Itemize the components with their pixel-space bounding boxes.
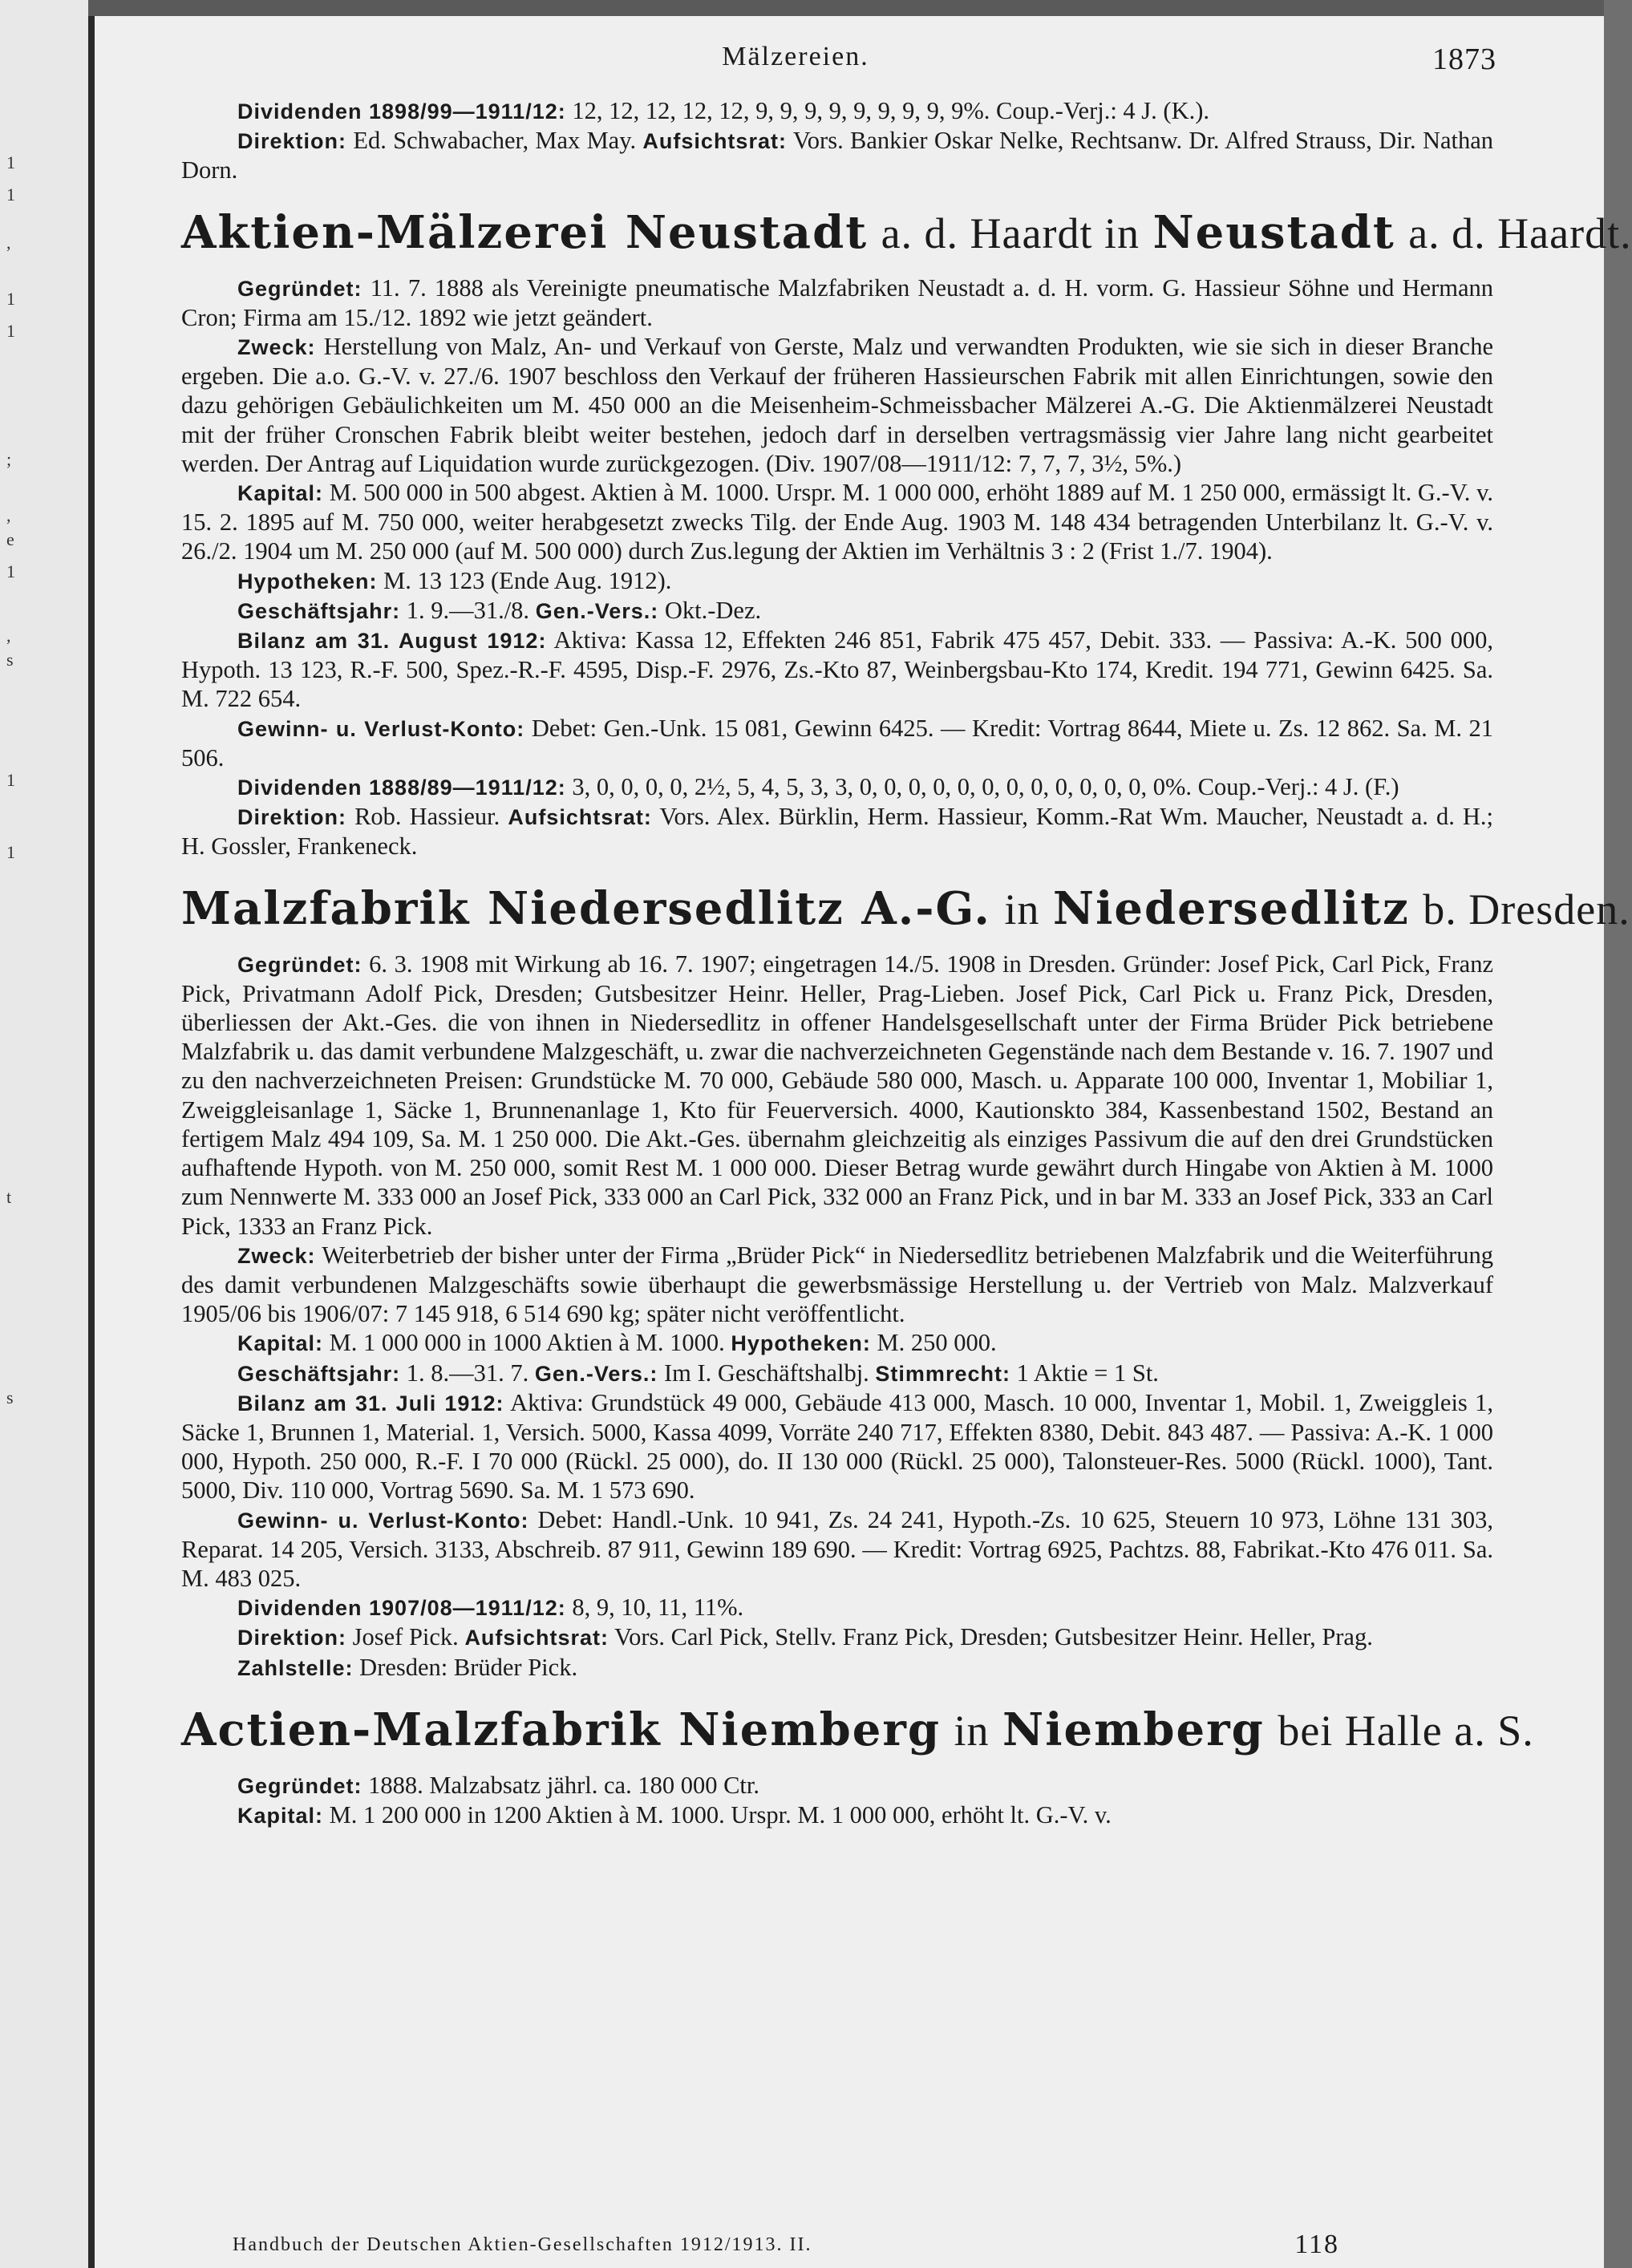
margin-char: , [6,505,11,525]
field-label: Dividenden 1888/89—1911/12: [237,776,566,800]
intro-dividends [181,96,1493,126]
field-label: Zweck: [237,335,316,360]
field-text: 12, 12, 12, 12, 12, 9, 9, 9, 9, 9, 9, 9, 9, 9%. Coup.-Verj.: 4 J. (K.). [572,97,1210,124]
company-heading [181,203,1632,262]
field-label: Geschäftsjahr: [237,598,401,623]
entry-field [181,1328,1493,1358]
field-text: Dresden: Brüder Pick. [359,1653,578,1681]
field-label: Kapital: [237,1803,324,1828]
field-text: Debet: Gen.-Unk. 15 081, Gewinn 6425. — Kredit: Vortrag 8644, Miete u. Zs. 12 862. Sa. M. 21 506. [181,714,1493,772]
company-location: a. d. Haardt in [881,209,1140,257]
margin-char: 1 [6,184,15,205]
entry-field [181,596,1493,626]
company-city: Niedersedlitz [1052,881,1410,935]
company-region: b. Dresden. [1423,885,1630,934]
margin-char: ; [6,449,12,469]
field-text: M. 250 000. [877,1329,997,1357]
field-label: Stimmrecht: [875,1361,1010,1386]
field-text: 3, 0, 0, 0, 0, 2½, 5, 4, 5, 3, 3, 0, 0, 0, 0, 0, 0, 0, 0, 0, 0, 0, 0, 0%. Coup.-Verj.: 4 J. (F.) [572,773,1399,801]
field-label: Gegründet: [237,276,362,301]
field-text: 1 Aktie = 1 St. [1016,1359,1159,1387]
margin-char: 1 [6,770,15,790]
field-label: Gegründet: [237,952,362,977]
field-text: M. 500 000 in 500 abgest. Aktien à M. 1000. Urspr. M. 1 000 000, erhöht 1889 auf M. 1 250 000, ermässigt lt. G.-V. v. 15. 2. 1895 auf M. 750 000, weiter herabgesetzt zwecks Tilg. der Ende Aug. 1903 M. 148 434 betragenden Unterbilanz lt. G.-V. v. 26./2. 1904 um M. 250 000 (auf M. 500 000) durch Zus.legung der Aktien im Verhältnis 3 : 2 (Frist 1./7. 1904). [181,479,1494,565]
margin-char: , [6,626,11,646]
field-label: Aufsichtsrat: [508,805,652,830]
company-name: Actien-Malzfabrik Niemberg [181,1703,942,1756]
margin-char: , [6,233,11,253]
margin-char: 1 [6,321,15,341]
entry-field [181,950,1493,1241]
company-city: Neustadt [1152,205,1395,259]
field-label: Direktion: [237,129,347,154]
field-text: Aktiva: Kassa 12, Effekten 246 851, Fabrik 475 457, Debit. 333. — Passiva: A.-K. 500 000, Hypoth. 13 123, R.-F. 500, Spez.-R.-F. 4595, Disp.-F. 2976, Zs.-Kto 87, Weinbergsbau-Kto 174, Kredit. 194 771, Gewinn 6425. Sa. M. 722 654. [181,626,1493,713]
entry-field [181,1800,1493,1830]
field-text: Ed. Schwabacher, Max May. [353,127,637,155]
company-name: Malzfabrik Niedersedlitz A.-G. [181,881,991,935]
intro-direktion [181,126,1493,184]
field-label: Aufsichtsrat: [464,1626,609,1650]
entry-field [181,1622,1493,1652]
field-text: Vors. Carl Pick, Stellv. Franz Pick, Dresden; Gutsbesitzer Heinr. Heller, Prag. [614,1623,1373,1651]
field-label: Gewinn- u. Verlust-Konto: [237,1508,529,1533]
margin-char: 1 [6,842,15,862]
entry-field [181,273,1493,332]
field-text: Herstellung von Malz, An- und Verkauf von Gerste, Malz und verwandten Produkten, wie sie sich in dieser Branche ergeben. Die a.o. G.-V. v. 27./6. 1907 beschloss den Verkauf der früheren Hassieurschen Fabrik mit allen Einrichtungen, sowie den dazu gehörigen Gebäulichkeiten um M. 450 000 an die Meisenheim-Schmeissbacher Mälzerei A.-G. Die Aktienmälzerei Neustadt mit der früher Cronschen Fabrik bleibt weiter bestehen, jedoch darf in derselben vertragsmässig vier Jahre lang nicht gearbeitet werden. Der Antrag auf Liquidation wurde zurückgezogen. (Div. 1907/08—1911/12: 7, 7, 7, 3½, 5%.) [181,333,1494,477]
margin-char: 1 [6,152,15,172]
field-text: Aktiva: Grundstück 49 000, Gebäude 413 000, Masch. 10 000, Inventar 1, Mobil. 1, Zweiggleis 1, Säcke 1, Brunnen 1, Material. 1, Versich. 5000, Kassa 4099, Vorräte 240 717, Effekten 8380, Debit. 843 487. — Passiva: A.-K. 1 000 000, Hypoth. 250 000, R.-F. I 70 000 (Rückl. 25 000), do. II 130 000 (Rückl. 25 000), Talonsteuer-Res. 5000 (Rückl. 1000), Tant. 5000, Div. 110 000, Vortrag 5690. Sa. M. 1 573 690. [181,1388,1494,1505]
field-text: Debet: Handl.-Unk. 10 941, Zs. 24 241, Hypoth.-Zs. 10 625, Steuern 10 973, Löhne 131 303, Reparat. 14 205, Versich. 3133, Abschreib. 87 911, Gewinn 189 690. — Kredit: Vortrag 6925, Pachtzs. 88, Fabrikat.-Kto 476 011. Sa. M. 483 025. [181,1505,1494,1592]
entry-field [181,1653,1493,1683]
company-location: in [954,1706,990,1755]
entry-field [181,478,1493,566]
scan-top-edge [88,0,1604,16]
field-text: 8, 9, 10, 11, 11%. [572,1594,744,1622]
field-label: Hypotheken: [237,569,378,593]
field-label: Geschäftsjahr: [237,1361,401,1386]
field-text: Rob. Hassieur. [354,803,500,831]
adjacent-page-strip [0,0,95,2268]
field-label: Gen.-Vers.: [535,598,659,623]
margin-char: 1 [6,289,15,309]
field-text: 11. 7. 1888 als Vereinigte pneumatische Malzfabriken Neustadt a. d. H. vorm. G. Hassieur Söhne und Hermann Cron; Firma am 15./12. 1892 wie jetzt geändert. [181,273,1493,331]
page-title: Mälzereien. [722,42,869,71]
field-label: Direktion: [237,1626,347,1650]
field-label: Gen.-Vers.: [534,1361,658,1386]
company-heading [181,879,1630,938]
field-text: M. 1 000 000 in 1000 Aktien à M. 1000. [329,1329,725,1357]
company-region: bei Halle a. S. [1278,1706,1534,1755]
field-label: Kapital: [237,1331,324,1356]
field-label: Dividenden 1907/08—1911/12: [237,1596,566,1621]
entry-field [181,626,1493,714]
company-heading [181,1700,1534,1760]
company-name: Aktien-Mälzerei Neustadt [181,205,869,259]
field-text: Okt.-Dez. [664,596,762,624]
field-label: Zahlstelle: [237,1655,354,1680]
field-label: Kapital: [237,481,324,506]
field-label: Aufsichtsrat: [642,129,787,154]
field-text: 1. 8.—31. 7. [406,1359,529,1387]
company-region: a. d. Haardt. [1408,209,1632,257]
field-text: Josef Pick. [352,1623,459,1651]
page-footer [233,2230,1339,2259]
field-text: M. 13 123 (Ende Aug. 1912). [383,566,672,594]
entry-field [181,802,1493,861]
margin-char: t [6,1187,12,1207]
field-label: Gewinn- u. Verlust-Konto: [237,716,525,741]
field-text: Vors. Alex. Bürklin, Herm. Hassieur, Komm.-Rat Wm. Maucher, Neustadt a. d. H.; H. Gossler, Frankeneck. [181,803,1494,861]
entry-field [181,1388,1493,1505]
margin-char: s [6,1387,14,1407]
field-text: Im I. Geschäftshalbj. [664,1359,869,1387]
entry-field [181,332,1493,478]
entry-field [181,566,1493,596]
page-number: 1873 [1432,43,1496,76]
signature-mark: 118 [1294,2230,1339,2259]
entry-field [181,1359,1493,1388]
entry-field [181,772,1493,802]
field-label: Hypotheken: [731,1331,871,1356]
page-content [181,96,1632,1830]
field-text: M. 1 200 000 in 1200 Aktien à M. 1000. Urspr. M. 1 000 000, erhöht lt. G.-V. v. [329,1800,1112,1829]
field-text: Vors. Bankier Oskar Nelke, Rechtsanw. Dr. Alfred Strauss, Dir. Nathan Dorn. [181,127,1494,184]
field-text: 1888. Malzabsatz jährl. ca. 180 000 Ctr. [368,1771,760,1799]
entry-field [181,1771,1493,1800]
field-text: Weiterbetrieb der bisher unter der Firma „Brüder Pick“ in Niedersedlitz betriebenen Malzfabrik und die Weiterführung des damit verbundenen Malzgeschäfts sowie überhaupt die gewerbsmässige Herstellung u. der Vertrieb von Malz. Malzverkauf 1905/06 bis 1906/07: 7 145 918, 6 514 690 kg; später nicht veröffentlicht. [181,1241,1494,1328]
company-location: in [1004,885,1040,934]
field-text: 1. 9.—31./8. [406,596,530,624]
field-label: Bilanz am 31. Juli 1912: [237,1391,504,1415]
running-header [95,42,1496,79]
entry-field [181,1241,1493,1329]
field-label: Bilanz am 31. August 1912: [237,629,547,654]
field-label: Direktion: [237,805,347,830]
field-text: 6. 3. 1908 mit Wirkung ab 16. 7. 1907; eingetragen 14./5. 1908 in Dresden. Gründer: Josef Pick, Carl Pick, Franz Pick, Privatmann Adolf Pick, Dresden; Gutsbesitzer Heinr. Heller, Prag-Lieben. Josef Pick, Carl Pick u. Franz Pick, Dresden, überliessen der Akt.-Ges. die von ihnen in Niedersedlitz in offener Handelsgesellschaft unter der Firma Brüder Pick betriebene Malzfabrik u. das damit verbundene Malzgeschäft, u. zwar die nachverzeichneten Gegenstände nach dem Bestande v. 16. 7. 1907 und zu den nachverzeichneten Preisen: Grundstücke M. 70 000, Gebäude 580 000, Masch. u. Apparate 100 000, Inventar 1, Mobiliar 1, Zweiggleisanlage 1, Säcke 1, Brunnenanlage 1, Kto für Feuerversich. 4000, Kautionskto 384, Kassenbestand 1502, Bestand an fertigem Malz 494 109, Sa. M. 1 250 000. Die Akt.-Ges. übernahm gleichzeitig als einziges Passivum die auf den drei Grundstücken aufhaftende Hypoth. von M. 250 000, somit Rest M. 1 000 000. Dieser Betrag wurde gewährt durch Hingabe von Aktien à M. 1000 zum Nennwerte M. 333 000 an Josef Pick, 333 000 an Carl Pick, 332 000 an Franz Pick, und in bar M. 333 an Josef Pick, 333 an Carl Pick, 1333 an Franz Pick. [181,950,1493,1240]
margin-char: e [6,529,14,549]
field-label: Dividenden 1898/99—1911/12: [237,99,566,124]
field-label: Gegründet: [237,1773,362,1798]
entry-field [181,714,1493,772]
footer-text: Handbuch der Deutschen Aktien-Gesellschaften 1912/1913. II. [233,2234,812,2255]
margin-char: 1 [6,561,15,581]
company-city: Niemberg [1002,1703,1265,1756]
entry-field [181,1505,1493,1594]
entry-field [181,1593,1493,1622]
margin-char: s [6,650,14,670]
field-label: Zweck: [237,1243,316,1268]
